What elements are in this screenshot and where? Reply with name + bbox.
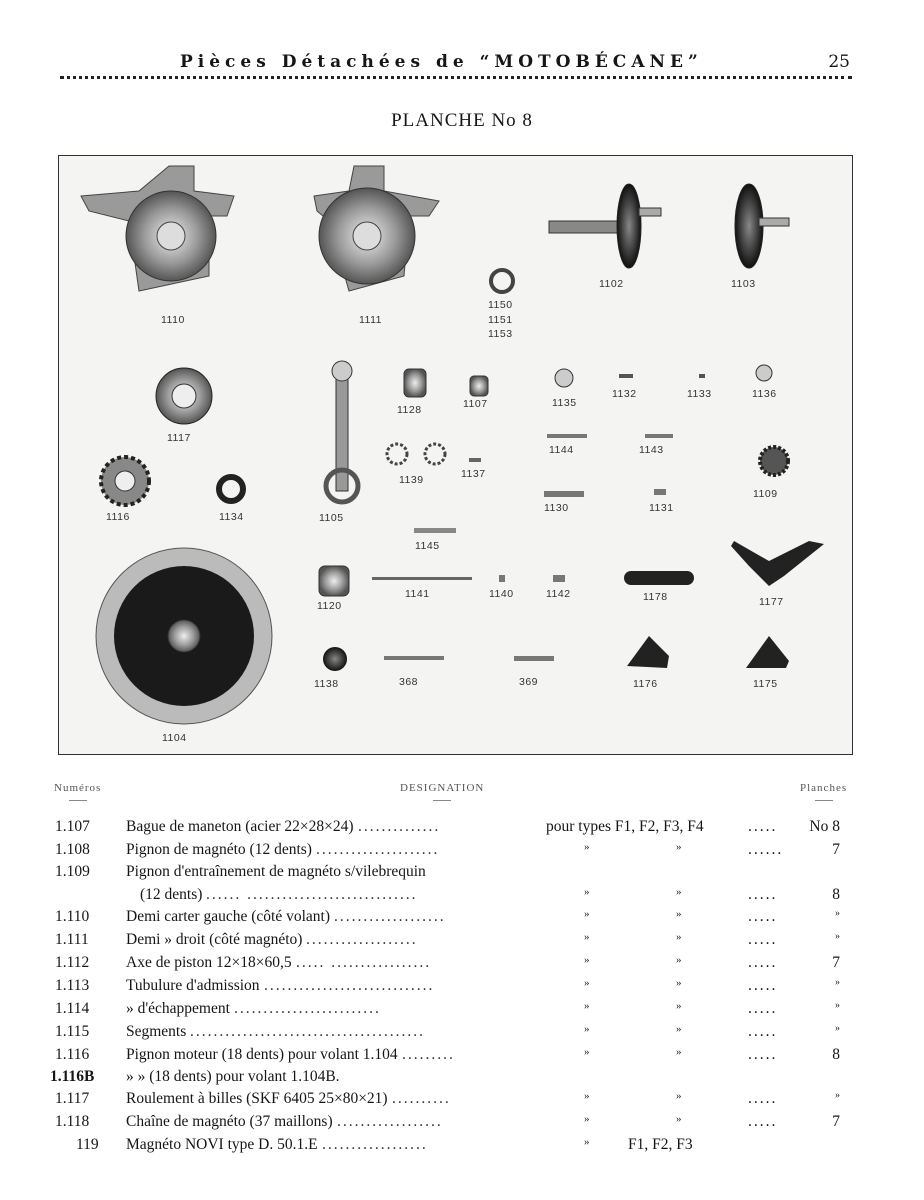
dot-leader: ..... (748, 818, 778, 835)
planche-ref: » (835, 931, 840, 942)
planche-ref: » (835, 1090, 840, 1101)
designation: (12 dents) (140, 886, 203, 903)
part-label: 1117 (167, 432, 191, 444)
planche-ref: » (835, 908, 840, 919)
part-label: 1178 (643, 591, 668, 603)
dot-leader: ................... (334, 908, 446, 925)
crankshaft-1102 (549, 184, 661, 268)
dot-leader: ......................... (234, 1000, 381, 1017)
part-number: 1.116 (55, 1046, 90, 1063)
table-row (0, 1023, 924, 1045)
table-row (0, 1000, 924, 1022)
part-number: 1.112 (55, 954, 90, 971)
model-mark: » (676, 1000, 682, 1012)
planche-ref: 7 (832, 841, 840, 858)
dot-leader: .............. (358, 818, 441, 835)
table-row (0, 1136, 924, 1158)
page-number: 25 (828, 52, 850, 72)
ring-part (491, 270, 513, 292)
part-label: 1140 (489, 588, 514, 600)
sprocket-1109 (760, 447, 788, 475)
dot-leader: ..... (748, 1113, 778, 1130)
crankcase-right (314, 166, 439, 291)
part-label: 1135 (552, 397, 577, 409)
part-label: 1131 (649, 502, 674, 514)
part-label: 1151 (488, 314, 513, 326)
part-label: 1138 (314, 678, 339, 690)
part-label: 1130 (544, 502, 569, 514)
part-label: 1111 (359, 314, 383, 326)
part-number: 1.116B (50, 1068, 95, 1085)
part-label: 1143 (639, 444, 664, 456)
dot-leader: ..................... (316, 841, 440, 858)
model-mark: » (676, 1046, 682, 1058)
dot-leader: ..... (748, 1046, 778, 1063)
crankshaft-1103 (735, 184, 789, 268)
model-mark: » (676, 841, 682, 853)
planche-ref: » (835, 1023, 840, 1034)
planche-ref: 7 (832, 954, 840, 971)
column-header-numeros: Numéros (54, 782, 101, 801)
part-label: 1142 (546, 588, 571, 600)
designation: » d'échappement (126, 1000, 230, 1017)
dot-leader: ..... (748, 1023, 778, 1040)
table-row (0, 954, 924, 976)
model-mark: » (584, 1000, 590, 1012)
part-label: 1133 (687, 388, 712, 400)
model-mark: » (676, 931, 682, 943)
connecting-rod (326, 361, 358, 502)
dot-leader: ..... (748, 977, 778, 994)
designation: Roulement à billes (SKF 6405 25×80×21) (126, 1090, 388, 1107)
model-mark: » (676, 886, 682, 898)
parts-illustration (59, 156, 854, 756)
designation: Axe de piston 12×18×60,5 (126, 954, 292, 971)
designation: Pignon moteur (18 dents) pour volant 1.104 (126, 1046, 398, 1063)
part-label: 369 (519, 676, 539, 688)
designation: Demi carter gauche (côté volant) (126, 908, 330, 925)
model-mark: » (584, 931, 590, 943)
model-mark: » (676, 1090, 682, 1102)
part-number: 1.114 (55, 1000, 90, 1017)
running-title: Pièces Détachées de “MOTOBÉCANE” (180, 52, 703, 72)
dot-leader: ..... (748, 931, 778, 948)
part-label: 1105 (319, 512, 344, 524)
dot-leader: ................... (306, 931, 418, 948)
model-mark: » (584, 1090, 590, 1102)
part-label: 1134 (219, 511, 244, 523)
table-row (0, 886, 924, 908)
part-number: 119 (76, 1136, 99, 1153)
part-label: 1150 (488, 299, 513, 311)
part-label: 1145 (415, 540, 440, 552)
dot-leader: .................. (322, 1136, 428, 1153)
designation: Pignon d'entraînement de magnéto s/vilebrequin (126, 863, 426, 880)
part-number: 1.118 (55, 1113, 90, 1130)
designation: Magnéto NOVI type D. 50.1.E (126, 1136, 318, 1153)
part-label: 1141 (405, 588, 430, 600)
part-label: 1176 (633, 678, 658, 690)
part-number: 1.108 (55, 841, 90, 858)
table-row (0, 908, 924, 930)
plate-title: PLANCHE No 8 (391, 110, 533, 131)
dot-leader: ......... (402, 1046, 455, 1063)
model-mark: » (676, 977, 682, 989)
part-label: 1177 (759, 596, 784, 608)
part-number: 1.110 (55, 908, 90, 925)
designation: » » (18 dents) pour volant 1.104B. (126, 1068, 340, 1085)
model-mark: » (584, 1113, 590, 1125)
part-label: 1139 (399, 474, 424, 486)
dot-leader: ...... ............................. (206, 886, 418, 903)
dot-leader: ..... (748, 886, 778, 903)
table-row (0, 1068, 924, 1090)
part-label: 1102 (599, 278, 624, 290)
dot-leader: ...... (748, 841, 784, 858)
part-label: 1153 (488, 328, 513, 340)
part-label: 1175 (753, 678, 778, 690)
planche-ref: 8 (832, 886, 840, 903)
flywheel-1104 (96, 548, 272, 724)
part-label: 1116 (106, 511, 130, 523)
model-mark: » (584, 908, 590, 920)
part-number: 1.111 (55, 931, 89, 948)
table-row (0, 1090, 924, 1112)
model-mark: » (676, 1023, 682, 1035)
planche-ref: No 8 (809, 818, 840, 835)
page-header (60, 52, 852, 82)
part-number: 1.117 (55, 1090, 90, 1107)
planche-ref: 8 (832, 1046, 840, 1063)
column-header-designation: DESIGNATION (400, 782, 484, 801)
designation: Segments (126, 1023, 187, 1040)
parts-photograph (58, 155, 853, 755)
dot-leader: ..... (748, 1090, 778, 1107)
table-row (0, 977, 924, 999)
part-label: 368 (399, 676, 419, 688)
dot-leader: ..... (748, 908, 778, 925)
table-row (0, 931, 924, 953)
designation: Pignon de magnéto (12 dents) (126, 841, 312, 858)
planche-ref: 7 (832, 1113, 840, 1130)
part-number: 1.109 (55, 863, 90, 880)
part-label: 1144 (549, 444, 574, 456)
dot-leader: ..... (748, 954, 778, 971)
part-label: 1120 (317, 600, 342, 612)
part-number: 1.107 (55, 818, 90, 835)
part-label: 1136 (752, 388, 777, 400)
part-label: 1128 (397, 404, 422, 416)
dot-leader: .......... (392, 1090, 451, 1107)
table-row (0, 1113, 924, 1135)
dot-leader: ..... ................. (296, 954, 432, 971)
planche-ref: » (835, 977, 840, 988)
model-types: pour types F1, F2, F3, F4 (546, 818, 704, 835)
part-number: 1.115 (55, 1023, 90, 1040)
designation: Bague de maneton (acier 22×28×24) (126, 818, 354, 835)
part-label: 1104 (162, 732, 187, 744)
model-mark: » (584, 1046, 590, 1058)
dot-leader: ..... (748, 1000, 778, 1017)
designation: Demi » droit (côté magnéto) (126, 931, 303, 948)
part-label: 1107 (463, 398, 488, 410)
model-mark: » (584, 1136, 590, 1148)
part-number: 1.113 (55, 977, 90, 994)
model-mark: » (676, 1113, 682, 1125)
model-mark: » (676, 908, 682, 920)
table-row (0, 1046, 924, 1068)
part-label: 1132 (612, 388, 637, 400)
designation: Tubulure d'admission (126, 977, 260, 994)
table-row (0, 841, 924, 863)
dot-leader: ........................................ (190, 1023, 425, 1040)
model-mark: » (584, 886, 590, 898)
part-label: 1109 (753, 488, 778, 500)
designation: Chaîne de magnéto (37 maillons) (126, 1113, 333, 1130)
model-mark: » (584, 954, 590, 966)
part-label: 1137 (461, 468, 486, 480)
model-mark: » (584, 841, 590, 853)
dot-leader: ............................. (264, 977, 435, 994)
planche-ref: » (835, 1000, 840, 1011)
model-mark: » (676, 954, 682, 966)
model-mark: F1, F2, F3 (628, 1136, 693, 1153)
column-header-planches: Planches (800, 782, 847, 801)
header-rule (60, 76, 852, 79)
dot-leader: .................. (337, 1113, 443, 1130)
part-label: 1110 (161, 314, 185, 326)
crankcase-left (81, 166, 234, 291)
model-mark: » (584, 977, 590, 989)
part-label: 1103 (731, 278, 756, 290)
table-row (0, 818, 924, 840)
model-mark: » (584, 1023, 590, 1035)
table-row (0, 863, 924, 885)
